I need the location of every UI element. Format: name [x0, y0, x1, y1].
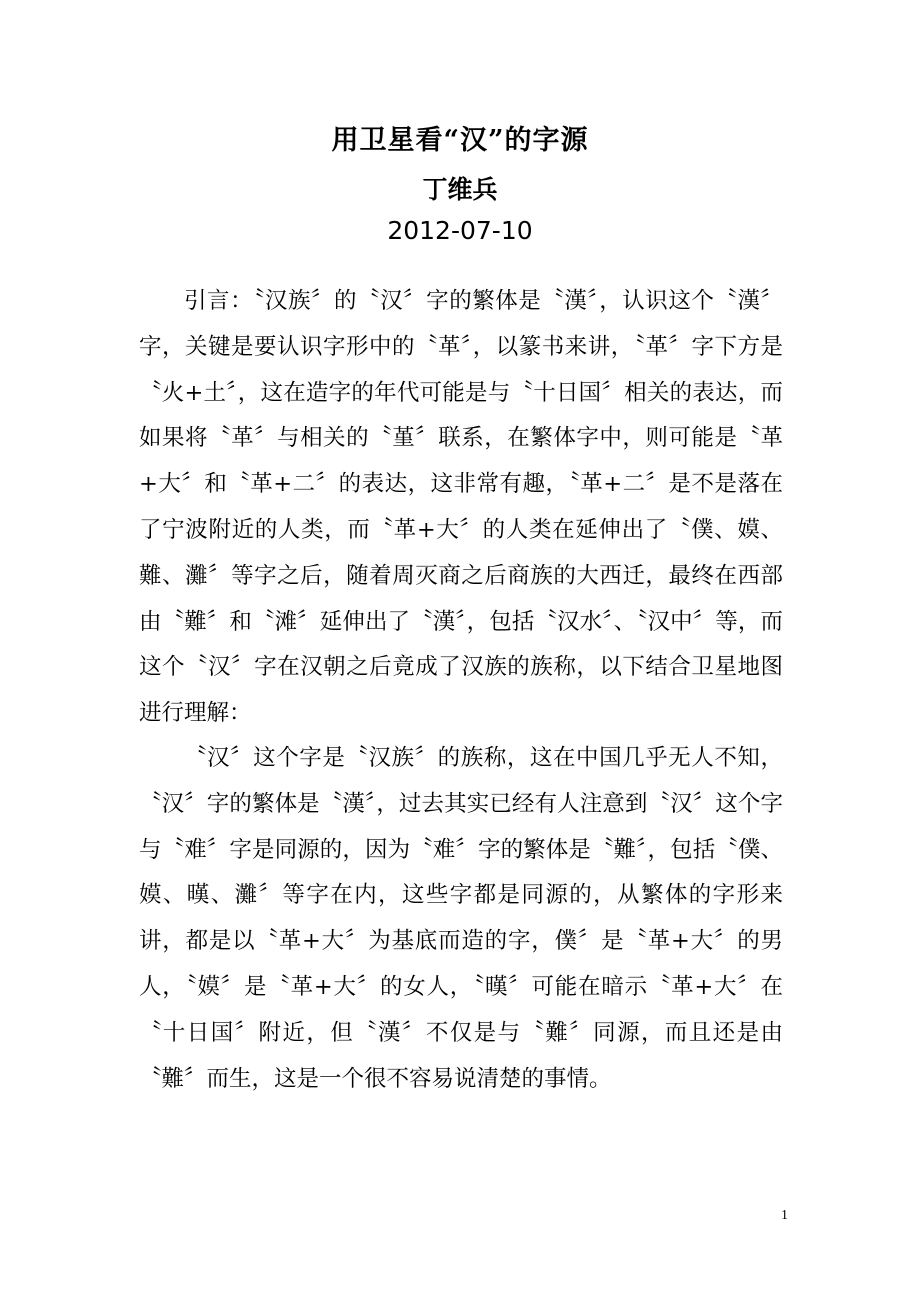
document-author: 丁维兵 [422, 175, 498, 204]
page-number: 1 [781, 1208, 788, 1223]
document-title: 用卫星看“汉”的字源 [331, 125, 589, 156]
intro-paragraph: 引言：〝汉族〞的〝汉〞字的繁体是〝漢〞，认识这个〝漢〞字，关键是要认识字形中的〝革〞，以篆书来讲，〝革〞字下方是〝火+土〞，这在造字的年代可能是与〝十日国〞相关的表达，而如果将〝革〞与相关的〝堇〞联系，在繁体字中，则可能是〝革+大〞和〝革+二〞的表达，这非常有趣，〝革+二〞是不是落在了宁波附近的人类，而〝革+大〞的人类在延伸出了〝僕、嫫、難、灘〞等字之后，随着周灭商之后商族的大西迁，最终在西部由〝難〞和〝滩〞延伸出了〝漢〞，包括〝汉水〞、〝汉中〞等，而这个〝汉〞字在汉朝之后竟成了汉族的族称，以下结合卫星地图进行理解： [139, 288, 783, 727]
document-date: 2012-07-10 [387, 216, 533, 245]
body-paragraph: 〝汉〞这个字是〝汉族〞的族称，这在中国几乎无人不知，〝汉〞字的繁体是〝漢〞，过去其实已经有人注意到〝汉〞这个字与〝难〞字是同源的，因为〝难〞字的繁体是〝難〞，包括〝僕、嫫、暵、灘〞等字在内，这些字都是同源的，从繁体的字形来讲，都是以〝革+大〞为基底而造的字，僕〞是〝革+大〞的男人，〝嫫〞是〝革+大〞的女人，〝暵〞可能在暗示〝革+大〞在〝十日国〞附近，但〝漢〞不仅是与〝難〞同源，而且还是由〝難〞而生，这是一个很不容易说清楚的事情。 [139, 745, 783, 1092]
